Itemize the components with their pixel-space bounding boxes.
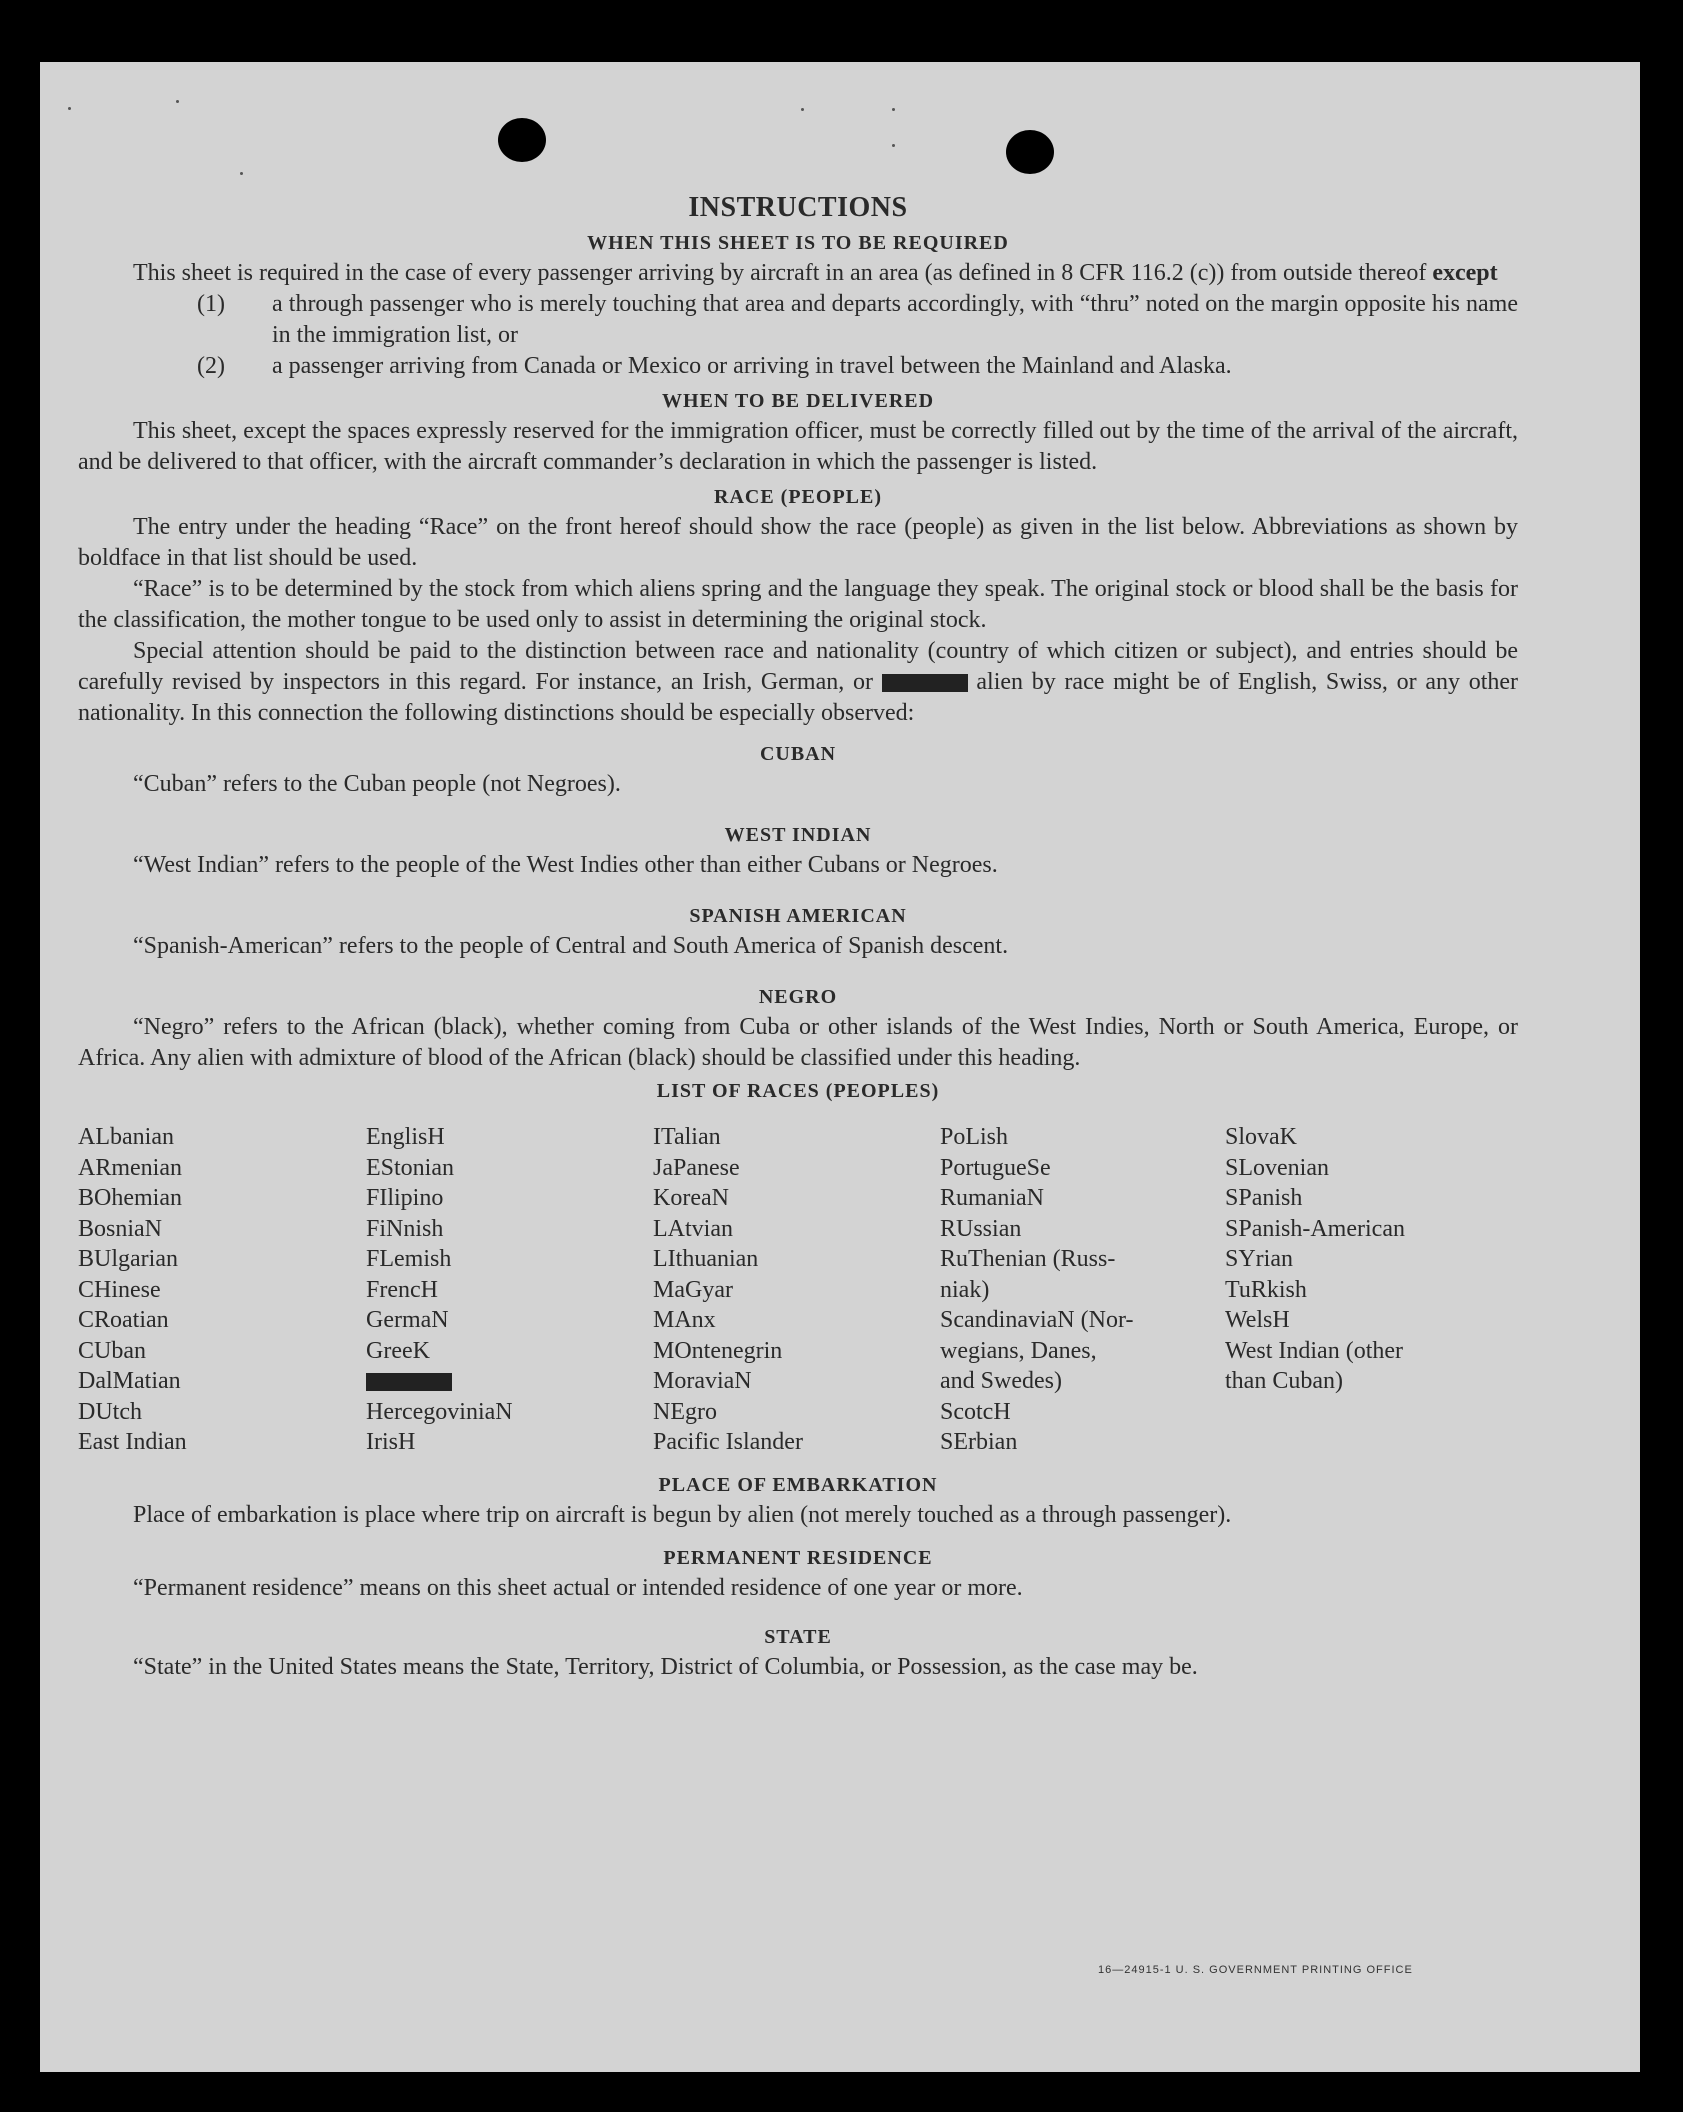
- race-entry: ScotcH: [940, 1398, 1011, 1425]
- race-entry: LIthuanian: [653, 1246, 759, 1272]
- speck: [892, 108, 895, 111]
- instructions-body: [78, 188, 1518, 1683]
- race-entry: KoreaN: [653, 1185, 729, 1211]
- race-entry: WelsH: [1225, 1307, 1290, 1333]
- section-heading-state: STATE: [764, 1625, 832, 1648]
- race-entry: CRoatian: [78, 1307, 169, 1333]
- race-entry: HercegoviniaN: [366, 1398, 513, 1425]
- section-heading-negro: NEGRO: [758, 986, 838, 1008]
- section-heading-required: WHEN THIS SHEET IS TO BE REQUIRED: [587, 232, 1009, 254]
- race-entry: IrisH: [366, 1429, 416, 1455]
- west-indian-text: “West Indian” refers to the people of the West Indies other than either Cubans or Negroes.: [133, 852, 998, 878]
- races-column-1: [78, 1122, 366, 1458]
- race-entry: GreeK: [366, 1337, 430, 1364]
- section-heading-delivered: WHEN TO BE DELIVERED: [661, 390, 935, 412]
- required-intro: This sheet is required in the case of every passenger arriving by aircraft in an area (as defined in 8 CFR 116.2 (c)) from outside thereof except: [133, 260, 1498, 286]
- race-entry: BosniaN: [78, 1215, 162, 1242]
- race-entry: FrencH: [366, 1276, 438, 1303]
- page-title: INSTRUCTIONS: [688, 192, 908, 223]
- race-entry: RuThenian (Russ- niak): [940, 1246, 1116, 1303]
- race-entry: RumaniaN: [940, 1185, 1044, 1211]
- section-heading-west-indian: WEST INDIAN: [724, 824, 872, 846]
- section-heading-embarkation: PLACE OF EMBARKATION: [658, 1473, 938, 1496]
- race-entry: CUban: [78, 1337, 146, 1364]
- race-entry: BOhemian: [78, 1185, 182, 1211]
- race-entry: MAnx: [653, 1307, 716, 1333]
- race-entry: GermaN: [366, 1307, 449, 1333]
- cuban-text: “Cuban” refers to the Cuban people (not Negroes).: [133, 771, 621, 797]
- race-entry: CHinese: [78, 1276, 161, 1303]
- spanish-american-text: “Spanish-American” refers to the people of Central and South America of Spanish descent.: [133, 933, 1009, 959]
- section-heading-list: LIST OF RACES (PEOPLES): [656, 1080, 940, 1102]
- race-entry: MoraviaN: [653, 1368, 752, 1394]
- races-column-4: [940, 1122, 1225, 1458]
- race-paragraph-2: “Race” is to be determined by the stock from which aliens spring and the language they speak. The original stock or blood shall be the basis for the classification, the mother tongue to be used only to assist in determining the original stock.: [78, 576, 1518, 633]
- race-entry: FiNnish: [366, 1215, 444, 1242]
- redaction-mark: [882, 674, 968, 692]
- race-entry: JaPanese: [653, 1154, 740, 1181]
- state-text: “State” in the United States means the State, Territory, District of Columbia, or Possession, as the case may be.: [133, 1653, 1198, 1680]
- race-entry: DUtch: [78, 1398, 142, 1425]
- embarkation-text: Place of embarkation is place where trip on aircraft is begun by alien (not merely touched as a through passenger).: [133, 1501, 1232, 1528]
- speck: [68, 107, 71, 110]
- race-entry: RUssian: [940, 1215, 1022, 1242]
- delivered-text: This sheet, except the spaces expressly reserved for the immigration officer, must be correctly filled out by the time of the arrival of the aircraft, and be delivered to that officer, with the aircraft commander’s declaration in which the passenger is listed.: [78, 418, 1518, 475]
- exception-item-1: (1) a through passenger who is merely touching that area and departs accordingly, with “thru” noted on the margin opposite his name in the immigration list, or: [197, 291, 1518, 348]
- race-entry: SPanish: [1225, 1185, 1303, 1211]
- race-entry: FIlipino: [366, 1185, 444, 1211]
- section-heading-spanish-american: SPANISH AMERICAN: [689, 905, 907, 927]
- races-column-2: [366, 1122, 653, 1458]
- race-entry: MOntenegrin: [653, 1337, 783, 1364]
- race-entry: East Indian: [78, 1429, 187, 1455]
- speck: [240, 172, 243, 175]
- race-entry: ALbanian: [78, 1124, 174, 1150]
- race-entry: SYrian: [1225, 1246, 1293, 1272]
- speck: [176, 100, 179, 103]
- race-entry: FLemish: [366, 1246, 452, 1272]
- race-entry: PoLish: [940, 1124, 1009, 1150]
- section-heading-race: RACE (PEOPLE): [714, 486, 882, 508]
- speck: [892, 144, 895, 147]
- race-entry: BUlgarian: [78, 1246, 178, 1272]
- race-entry: Pacific Islander: [653, 1429, 803, 1455]
- punch-hole-left: [498, 118, 546, 162]
- race-entry: DalMatian: [78, 1368, 181, 1394]
- race-entry: TuRkish: [1225, 1276, 1307, 1303]
- race-entry: West Indian (other than Cuban): [1225, 1337, 1404, 1394]
- section-heading-cuban: CUBAN: [759, 743, 837, 765]
- printer-imprint: 16—24915-1 U. S. GOVERNMENT PRINTING OFFICE: [1098, 1964, 1413, 1976]
- residence-text: “Permanent residence” means on this sheet actual or intended residence of one year or more.: [133, 1574, 1023, 1601]
- race-paragraph-3: Special attention should be paid to the distinction between race and nationality (country of which citizen or subject), and entries should be carefully revised by inspectors in this regard. For instance, an Irish, German, or alien by race might be of English, Swiss, or any other nationality. In this connection the following distinctions should be especially observed:: [78, 638, 1519, 726]
- race-entry: NEgro: [653, 1398, 717, 1425]
- race-entry: [366, 1366, 653, 1397]
- race-entry: ScandinaviaN (Nor- wegians, Danes, and Swedes): [940, 1307, 1134, 1394]
- race-paragraph-1: The entry under the heading “Race” on the front hereof should show the race (people) as given in the list below. Abbreviations as shown by boldface in that list should be used.: [78, 514, 1518, 571]
- race-entry: EnglisH: [366, 1124, 445, 1150]
- document-sheet: [40, 62, 1640, 2072]
- race-entry: SErbian: [940, 1429, 1018, 1455]
- exception-item-2: (2) a passenger arriving from Canada or Mexico or arriving in travel between the Mainland and Alaska.: [197, 353, 1232, 379]
- races-column-5: [1225, 1122, 1518, 1458]
- races-column-3: [653, 1122, 940, 1458]
- section-heading-residence: PERMANENT RESIDENCE: [663, 1546, 933, 1569]
- speck: [801, 108, 804, 111]
- race-entry: EStonian: [366, 1154, 454, 1181]
- race-entry: PortugueSe: [940, 1154, 1051, 1181]
- race-entry: SLovenian: [1225, 1154, 1329, 1181]
- race-entry: SlovaK: [1225, 1124, 1297, 1150]
- races-list: [78, 1122, 1518, 1458]
- race-entry: LAtvian: [653, 1215, 733, 1242]
- negro-text: “Negro” refers to the African (black), whether coming from Cuba or other islands of the West Indies, North or South America, Europe, or Africa. Any alien with admixture of blood of the African (black) should be classified under this heading.: [78, 1014, 1518, 1071]
- redaction-mark: [366, 1373, 452, 1391]
- race-entry: MaGyar: [653, 1276, 733, 1303]
- punch-hole-right: [1006, 130, 1054, 174]
- race-entry: ARmenian: [78, 1154, 182, 1181]
- race-entry: SPanish-American: [1225, 1215, 1405, 1242]
- race-entry: ITalian: [653, 1124, 721, 1150]
